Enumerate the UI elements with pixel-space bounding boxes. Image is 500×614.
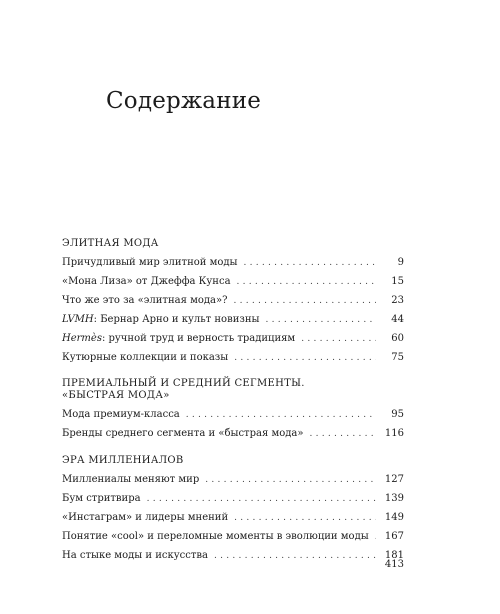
section-heading-line: ЭЛИТНАЯ МОДА <box>62 238 159 249</box>
toc-entry <box>62 256 404 269</box>
section-heading <box>62 455 404 467</box>
leader-dots <box>244 257 376 270</box>
toc-entry <box>62 332 404 345</box>
entry-title: Hermès: ручной труд и верность традициям <box>62 333 296 344</box>
page-title: Содержание <box>106 88 262 114</box>
entry-title: Что же это за «элитная мода»? <box>62 295 228 306</box>
toc-entry <box>62 351 404 364</box>
entry-title: Бренды среднего сегмента и «быстрая мода» <box>62 428 304 439</box>
entry-page: 167 <box>384 531 404 542</box>
entry-title: Миллениалы меняют мир <box>62 474 200 485</box>
section-heading-line: ПРЕМИАЛЬНЫЙ И СРЕДНИЙ СЕГМЕНТЫ. <box>62 378 305 389</box>
entry-title: Понятие «cool» и переломные моменты в эволюции моды <box>62 531 369 542</box>
toc-entry <box>62 427 404 440</box>
toc-entry <box>62 473 404 486</box>
entry-title: На стыке моды и искусства <box>62 550 208 561</box>
entry-page: 75 <box>391 352 404 363</box>
toc-entry <box>62 294 404 307</box>
toc-section-millennials <box>62 455 404 562</box>
leader-dots <box>265 314 376 327</box>
entry-page: 15 <box>391 276 404 287</box>
toc-section-premium-fast-fashion <box>62 378 404 440</box>
page-number: 413 <box>384 559 404 570</box>
section-heading-line: «БЫСТРАЯ МОДА» <box>62 390 170 401</box>
entry-title: Бум стритвира <box>62 493 141 504</box>
leader-dots <box>234 512 376 525</box>
leader-dots <box>237 276 376 289</box>
entry-page: 9 <box>397 257 404 268</box>
entry-page: 95 <box>391 409 404 420</box>
leader-dots <box>186 409 376 422</box>
toc-section-elite-fashion <box>62 238 404 364</box>
section-heading-line: ЭРА МИЛЛЕНИАЛОВ <box>62 455 184 466</box>
entry-title: Мода премиум-класса <box>62 409 180 420</box>
leader-dots <box>301 333 376 346</box>
leader-dots <box>234 352 376 365</box>
entry-page: 44 <box>391 314 404 325</box>
entry-title: Кутюрные коллекции и показы <box>62 352 229 363</box>
table-of-contents <box>62 238 404 576</box>
entry-page: 127 <box>384 474 404 485</box>
toc-entry <box>62 275 404 288</box>
entry-page: 116 <box>384 428 404 439</box>
leader-dots <box>309 428 376 441</box>
entry-page: 149 <box>384 512 404 523</box>
toc-entry <box>62 530 404 543</box>
leader-dots <box>375 531 376 544</box>
entry-title: LVMH: Бернар Арно и культ новизны <box>62 314 260 325</box>
section-heading <box>62 378 404 402</box>
leader-dots <box>205 474 376 487</box>
entry-page: 23 <box>391 295 404 306</box>
toc-entry <box>62 511 404 524</box>
entry-title: «Мона Лиза» от Джеффа Кунса <box>62 276 231 287</box>
entry-page: 181 <box>384 550 404 561</box>
leader-dots <box>233 295 376 308</box>
entry-page: 60 <box>391 333 404 344</box>
entry-title: «Инстаграм» и лидеры мнений <box>62 512 229 523</box>
toc-entry <box>62 313 404 326</box>
entry-title: Причудливый мир элитной моды <box>62 257 238 268</box>
entry-title-italic: Hermès <box>62 333 102 344</box>
toc-entry <box>62 492 404 505</box>
toc-entry <box>62 549 404 562</box>
leader-dots <box>214 550 376 563</box>
section-heading <box>62 238 404 250</box>
entry-page: 139 <box>384 493 404 504</box>
toc-entry <box>62 408 404 421</box>
entry-title-italic: LVMH <box>62 314 94 325</box>
leader-dots <box>147 493 376 506</box>
